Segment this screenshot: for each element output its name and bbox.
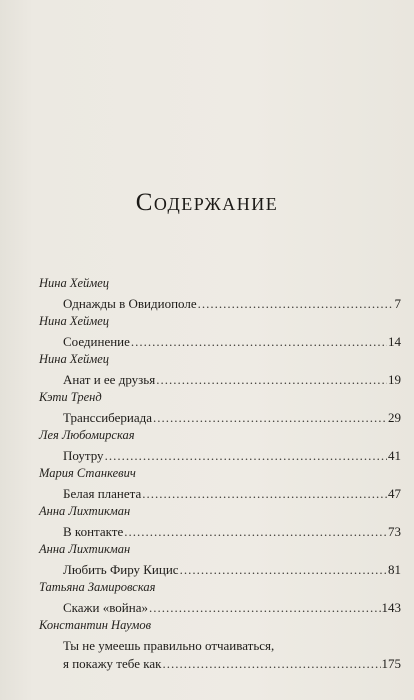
entry-work	[63, 562, 401, 578]
entry-page-number: 41	[388, 448, 401, 463]
dot-leader	[162, 656, 380, 672]
entry-work	[63, 296, 401, 312]
entry-title: Однажды в Овидиополе	[63, 296, 197, 311]
toc-entry	[39, 618, 401, 678]
entry-work	[63, 486, 401, 502]
entry-title: Анат и ее друзья	[63, 372, 156, 387]
toc-entry	[39, 276, 401, 316]
entry-page-number: 81	[388, 562, 401, 577]
entry-title-line-1: Ты не умеешь правильно отчаиваться,	[63, 638, 275, 653]
entry-page-number: 47	[388, 486, 401, 501]
entry-title: Транссибериада	[63, 410, 152, 425]
toc-entry	[39, 352, 401, 392]
toc-entry	[39, 504, 401, 544]
entry-work	[63, 334, 401, 350]
dot-leader	[124, 524, 387, 540]
entry-author: Лея Любомирская	[39, 428, 135, 442]
entry-author: Кэти Тренд	[39, 390, 102, 404]
entry-author: Константин Наумов	[39, 618, 152, 632]
entry-work	[63, 372, 401, 388]
entry-author: Нина Хеймец	[39, 314, 110, 328]
entry-work	[63, 410, 401, 426]
entry-title: В контакте	[63, 524, 124, 539]
page-title: Содержание	[135, 189, 279, 216]
entry-page-number: 29	[388, 410, 401, 425]
entry-title: Поутру	[63, 448, 104, 463]
dot-leader	[180, 562, 387, 578]
entry-page-number: 175	[381, 656, 401, 671]
entry-title: Белая планета	[63, 486, 142, 501]
dot-leader	[149, 600, 381, 616]
dot-leader	[153, 410, 387, 426]
entry-title-line-2: я покажу тебе как	[63, 656, 162, 671]
entry-title: Любить Фиру Кицис	[63, 562, 179, 577]
entry-page-number: 19	[388, 372, 401, 387]
entry-work	[63, 524, 401, 540]
entry-author: Мария Станкевич	[39, 466, 136, 480]
dot-leader	[156, 372, 387, 388]
dot-leader	[198, 296, 394, 312]
entry-page-number: 14	[388, 334, 401, 349]
toc-entry	[39, 542, 401, 582]
dot-leader	[131, 334, 387, 350]
entry-author: Нина Хеймец	[39, 352, 110, 366]
entry-title: Скажи «война»	[63, 600, 148, 615]
entry-page-number: 73	[388, 524, 401, 539]
toc-entry	[39, 390, 401, 430]
entry-author: Нина Хеймец	[39, 276, 110, 290]
entry-work	[63, 638, 401, 672]
toc-entry	[39, 466, 401, 506]
entry-work	[63, 600, 401, 616]
entry-work	[63, 448, 401, 464]
entry-author: Татьяна Замировская	[39, 580, 156, 594]
dot-leader	[142, 486, 387, 502]
toc-entry	[39, 428, 401, 468]
entry-page-number: 7	[394, 296, 401, 311]
entry-author: Анна Лихтикман	[39, 504, 131, 518]
entry-page-number: 143	[381, 600, 401, 615]
toc-entry	[39, 314, 401, 354]
dot-leader	[105, 448, 387, 464]
entry-author: Анна Лихтикман	[39, 542, 131, 556]
entry-title: Соединение	[63, 334, 130, 349]
toc-entry	[39, 580, 401, 620]
